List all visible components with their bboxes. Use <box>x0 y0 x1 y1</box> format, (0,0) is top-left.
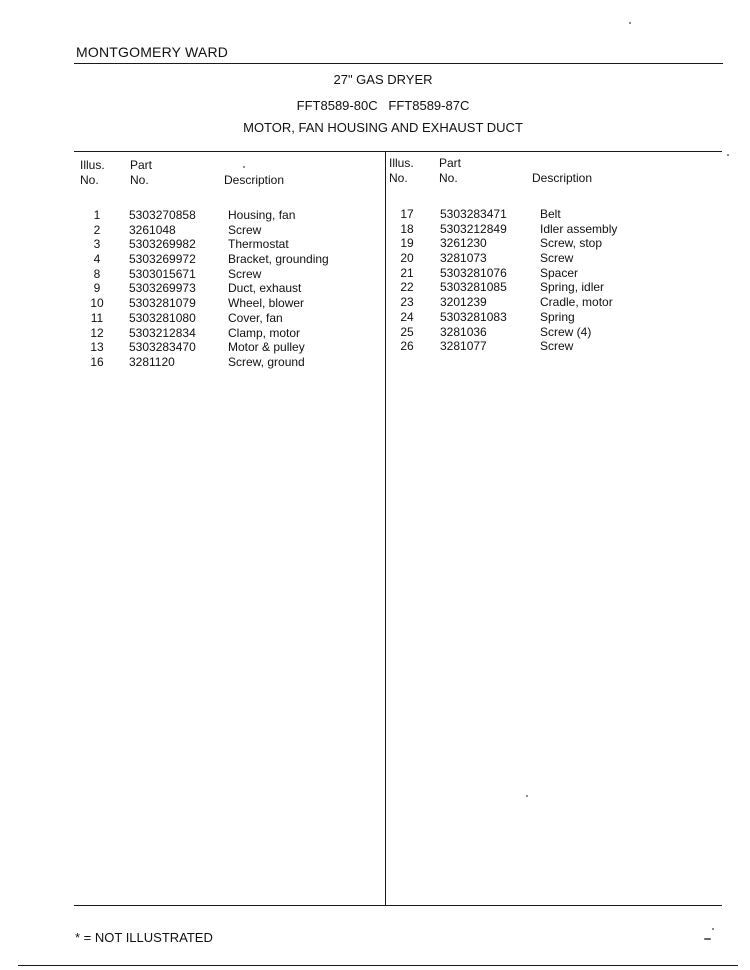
illus-no: 13 <box>90 340 104 355</box>
description: Motor & pulley <box>228 340 305 355</box>
left-part-header-line1: Part <box>130 158 153 172</box>
left-illus-header <box>80 158 105 188</box>
part-no: 5303281083 <box>440 309 507 324</box>
right-illus-header-line1: Illus. <box>389 156 414 170</box>
right-illus-header-line2: No. <box>389 171 408 185</box>
description: Screw <box>228 266 262 281</box>
part-no: 5303269972 <box>129 252 196 267</box>
table-bottom-rule <box>74 905 722 906</box>
part-no: 3281036 <box>440 324 487 339</box>
illus-no: 12 <box>90 325 104 340</box>
right-desc-header: Description <box>532 171 593 185</box>
header-rule <box>74 63 723 64</box>
description: Screw (4) <box>540 324 592 339</box>
brand-name: MONTGOMERY WARD <box>76 44 229 60</box>
scan-speck <box>712 928 714 930</box>
model-numbers: FFT8589-80C FFT8589-87C <box>296 98 470 113</box>
description: Screw, ground <box>228 354 305 369</box>
right-illus-header <box>389 156 414 186</box>
right-part-header-line1: Part <box>439 156 462 170</box>
scan-speck <box>243 166 245 168</box>
part-no: 3201239 <box>440 295 487 310</box>
scan-speck <box>526 795 528 797</box>
description: Cover, fan <box>228 310 283 325</box>
illus-no: 8 <box>93 266 101 281</box>
table-top-rule <box>74 151 722 152</box>
illus-no: 1 <box>93 208 101 222</box>
description: Idler assembly <box>540 221 618 236</box>
illus-no: 10 <box>90 296 104 311</box>
description: Duct, exhaust <box>228 281 302 296</box>
left-illus-header-line1: Illus. <box>80 158 105 172</box>
illus-no: 17 <box>400 207 414 221</box>
scan-speck <box>727 154 729 156</box>
scan-speck <box>704 938 711 940</box>
description: Screw <box>540 339 574 354</box>
part-no: 5303281080 <box>129 310 196 325</box>
part-no: 5303269973 <box>129 281 196 296</box>
illus-no: 11 <box>90 310 104 325</box>
description: Spring <box>540 309 575 324</box>
illus-no: 26 <box>400 339 414 354</box>
part-no: 5303281076 <box>440 265 507 280</box>
part-no: 5303269982 <box>129 237 196 252</box>
illus-no: 22 <box>400 280 414 295</box>
product-title: 27" GAS DRYER <box>333 72 433 87</box>
description: Wheel, blower <box>228 296 305 311</box>
description: Spacer <box>540 265 579 280</box>
left-part-header <box>130 158 152 188</box>
section-title: MOTOR, FAN HOUSING AND EXHAUST DUCT <box>243 120 523 135</box>
left-desc-header: Description <box>224 173 285 187</box>
part-no: 3261230 <box>440 236 487 251</box>
right-part-header-line2: No. <box>439 171 458 185</box>
description: Belt <box>540 207 561 221</box>
illus-no: 3 <box>93 237 101 252</box>
illus-no: 9 <box>93 281 101 296</box>
description: Thermostat <box>228 237 289 252</box>
description: Cradle, motor <box>540 295 613 310</box>
part-no: 3281073 <box>440 251 487 266</box>
description: Screw <box>228 222 262 237</box>
illus-no: 16 <box>90 354 104 369</box>
part-no: 5303281079 <box>129 296 196 311</box>
part-no: 5303283471 <box>440 207 507 221</box>
description: Screw <box>540 251 574 266</box>
illus-no: 4 <box>93 252 101 267</box>
illus-no: 20 <box>400 251 414 266</box>
description: Screw, stop <box>540 236 603 251</box>
footnote: * = NOT ILLUSTRATED <box>75 930 213 945</box>
footer-rule <box>18 965 738 966</box>
part-no: 5303015671 <box>129 266 196 281</box>
description: Spring, idler <box>540 280 605 295</box>
part-no: 3281077 <box>440 339 487 354</box>
part-no: 5303212834 <box>129 325 196 340</box>
left-illus-header-line2: No. <box>80 173 99 187</box>
part-no: 5303270858 <box>129 208 196 222</box>
description: Clamp, motor <box>228 325 301 340</box>
part-no: 3261048 <box>129 222 176 237</box>
right-part-header <box>439 156 461 186</box>
column-divider <box>385 151 386 905</box>
illus-no: 19 <box>400 236 414 251</box>
illus-no: 23 <box>400 295 414 310</box>
part-no: 5303283470 <box>129 340 196 355</box>
part-no: 3281120 <box>129 354 175 369</box>
part-no: 5303212849 <box>440 221 507 236</box>
illus-no: 18 <box>400 221 414 236</box>
description: Bracket, grounding <box>228 252 329 267</box>
part-no: 5303281085 <box>440 280 507 295</box>
illus-no: 21 <box>400 265 414 280</box>
description: Housing, fan <box>228 208 296 222</box>
illus-no: 25 <box>400 324 414 339</box>
illus-no: 2 <box>93 222 101 237</box>
illus-no: 24 <box>400 309 414 324</box>
scan-speck <box>629 22 631 24</box>
left-part-header-line2: No. <box>130 173 149 187</box>
